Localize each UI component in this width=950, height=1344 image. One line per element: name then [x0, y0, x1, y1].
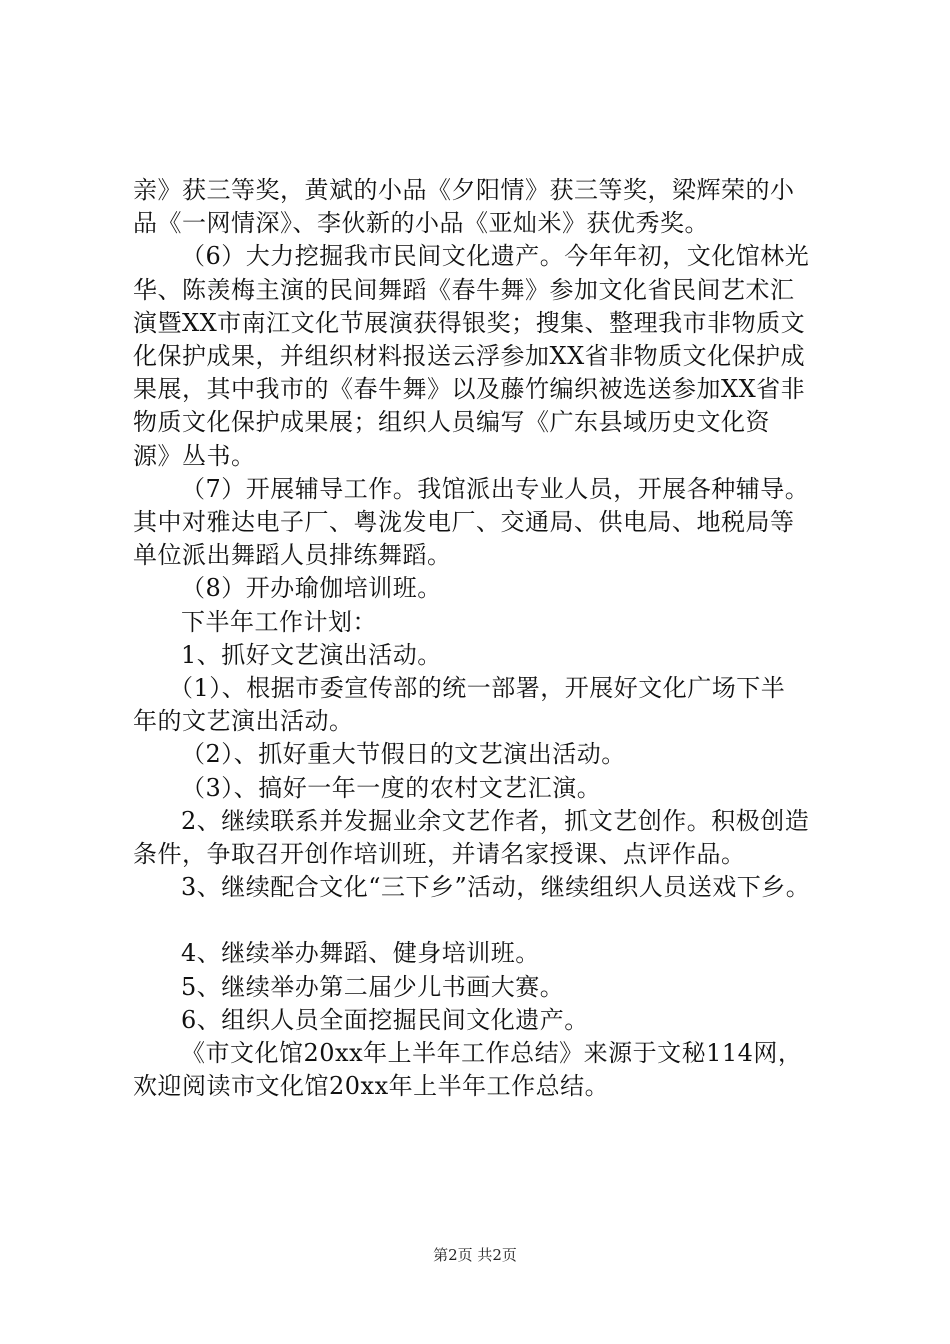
document-body: [133, 174, 833, 1103]
text-line: 果展，其中我市的《春牛舞》以及藤竹编织被选送参加XX省非: [133, 375, 806, 404]
text-line: 其中对雅达电子厂、粤泷发电厂、交通局、供电局、地税局等: [133, 508, 795, 537]
text-line: 4、继续举办舞蹈、健身培训班。: [181, 939, 540, 968]
page-footer: 第2页 共2页: [433, 1246, 517, 1264]
text-line: （3）、搞好一年一度的农村文艺汇演。: [181, 773, 602, 802]
text-line: （8）开办瑜伽培训班。: [181, 574, 442, 603]
text-line: 条件，争取召开创作培训班，并请名家授课、点评作品。: [133, 840, 746, 869]
text-line: 6、组织人员全面挖掘民间文化遗产。: [181, 1005, 589, 1034]
text-line: 《市文化馆20xx年上半年工作总结》来源于文秘114网，: [181, 1039, 803, 1068]
text-line: 2、继续联系并发掘业余文艺作者，抓文艺创作。积极创造: [181, 806, 810, 835]
text-line: （7）开展辅导工作。我馆派出专业人员，开展各种辅导。: [181, 474, 810, 503]
text-line: 单位派出舞蹈人员排练舞蹈。: [133, 541, 452, 570]
text-line: 5、继续举办第二届少儿书画大赛。: [181, 972, 565, 1001]
text-line: 3、继续配合文化“三下乡”活动，继续组织人员送戏下乡。: [181, 873, 811, 902]
text-line: （6）大力挖掘我市民间文化遗产。今年年初，文化馆林光: [181, 242, 810, 271]
section-heading: 下半年工作计划：: [181, 607, 377, 636]
text-line: 品《一网情深》、李伙新的小品《亚灿米》获优秀奖。: [133, 209, 709, 238]
blank-line: [133, 904, 833, 937]
text-line: 亲》获三等奖，黄斌的小品《夕阳情》获三等奖，梁辉荣的小: [133, 176, 795, 204]
text-line: 欢迎阅读市文化馆20xx年上半年工作总结。: [133, 1072, 610, 1101]
text-line: （1）、根据市委宣传部的统一部署，开展好文化广场下半: [169, 674, 786, 703]
text-line: 华、陈羡梅主演的民间舞蹈《春牛舞》参加文化省民间艺术汇: [133, 275, 795, 304]
text-line: 化保护成果，并组织材料报送云浮参加XX省非物质文化保护成: [133, 342, 806, 371]
text-line: 1、抓好文艺演出活动。: [181, 640, 442, 669]
text-line: 物质文化保护成果展；组织人员编写《广东县域历史文化资: [133, 408, 770, 437]
text-line: 年的文艺演出活动。: [133, 707, 354, 736]
text-line: 演暨XX市南江文化节展演获得银奖；搜集、整理我市非物质文: [133, 308, 806, 337]
text-line: （2）、抓好重大节假日的文艺演出活动。: [181, 740, 626, 769]
text-line: 源》丛书。: [133, 441, 256, 470]
